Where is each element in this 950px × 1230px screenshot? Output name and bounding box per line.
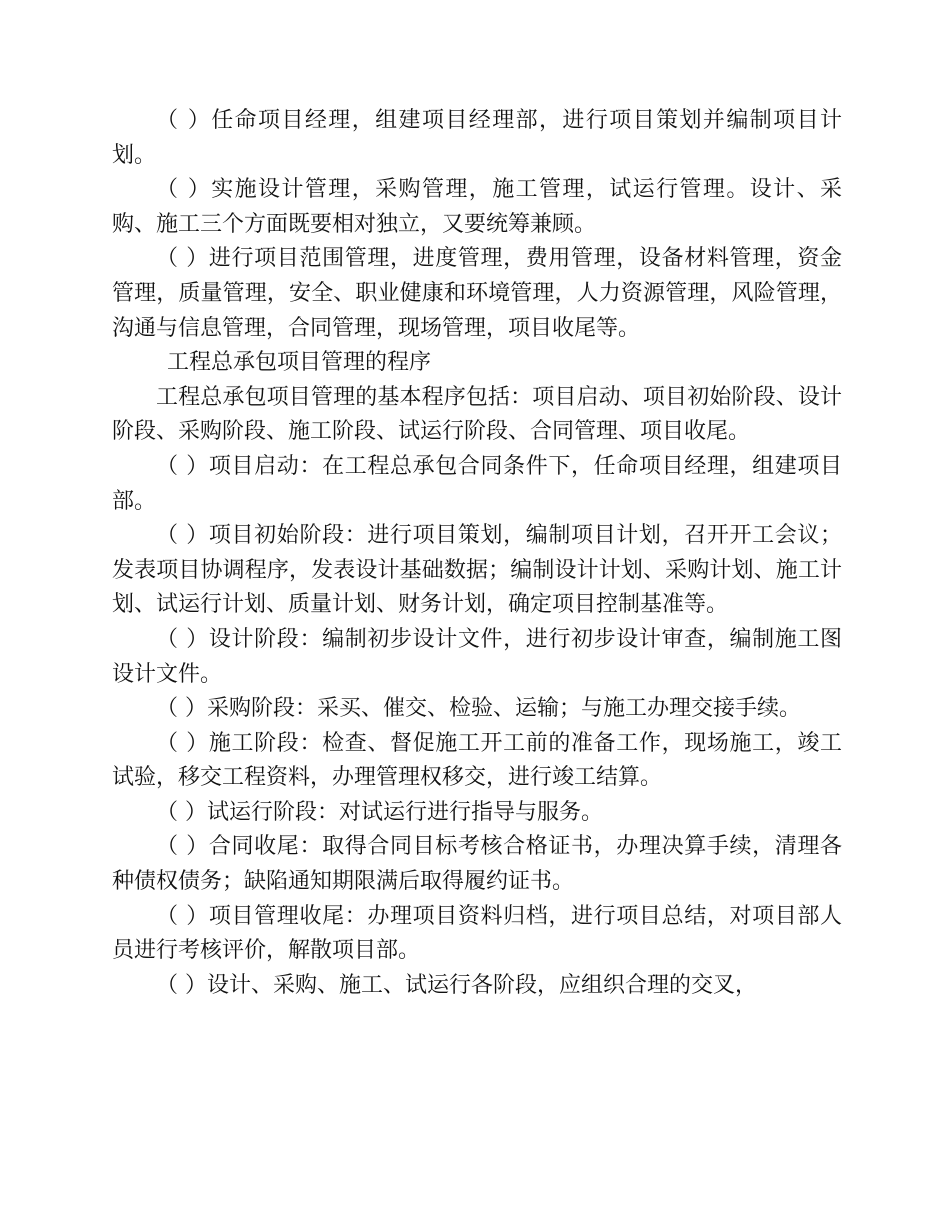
blank-marker: （ ） [156, 972, 207, 998]
step-text: 采购阶段：采买、催交、检验、运输；与施工办理交接手续。 [207, 696, 802, 722]
blank-marker: （ ） [156, 523, 209, 549]
blank-marker: （ ） [156, 903, 209, 929]
step-item [112, 450, 842, 519]
blank-marker: （ ） [156, 834, 209, 860]
blank-marker: （ ） [156, 730, 209, 756]
section-intro: 工程总承包项目管理的基本程序包括：项目启动、项目初始阶段、设计阶段、采购阶段、施工阶段、试运行阶段、合同管理、项目收尾。 [112, 384, 842, 445]
blank-marker: （ ） [156, 626, 209, 652]
blank-marker: （ ） [156, 108, 212, 133]
paragraph-2 [112, 173, 842, 242]
step-item [112, 623, 842, 692]
step-item [112, 796, 842, 831]
step-item [112, 519, 842, 623]
step-item [112, 727, 842, 796]
blank-marker: （ ） [156, 799, 207, 825]
blank-marker: （ ） [156, 246, 209, 272]
document-page [112, 104, 842, 1003]
paragraph-3 [112, 242, 842, 346]
paragraph-text: 实施设计管理，采购管理，施工管理，试运行管理。设计、采购、施工三个方面既要相对独立，又要统筹兼顾。 [112, 177, 842, 237]
section-heading: 工程总承包项目管理的程序 [167, 350, 432, 376]
step-text: 试运行阶段：对试运行进行指导与服务。 [207, 799, 604, 825]
paragraph-text: 任命项目经理，组建项目经理部，进行项目策划并编制项目计划。 [112, 108, 842, 168]
step-text: 施工阶段：检查、督促施工开工前的准备工作，现场施工，竣工试验，移交工程资料，办理管理权移交，进行竣工结算。 [112, 730, 842, 791]
step-text: 项目管理收尾：办理项目资料归档，进行项目总结，对项目部人员进行考核评价，解散项目部。 [112, 903, 842, 964]
blank-marker: （ ） [156, 696, 207, 722]
blank-marker: （ ） [156, 177, 212, 203]
step-text: 设计、采购、施工、试运行各阶段，应组织合理的交叉， [207, 972, 758, 998]
step-text: 项目启动：在工程总承包合同条件下，任命项目经理，组建项目部。 [112, 453, 842, 514]
paragraph-1 [112, 104, 842, 173]
step-item [112, 900, 842, 969]
step-item [112, 692, 842, 727]
paragraph-text: 进行项目范围管理，进度管理，费用管理，设备材料管理，资金管理，质量管理，安全、职业健康和环境管理，人力资源管理，风险管理，沟通与信息管理，合同管理，现场管理，项目收尾等。 [112, 246, 842, 341]
step-text: 设计阶段：编制初步设计文件，进行初步设计审查，编制施工图设计文件。 [112, 626, 842, 687]
step-text: 项目初始阶段：进行项目策划，编制项目计划，召开开工会议；发表项目协调程序，发表设计基础数据；编制设计计划、采购计划、施工计划、试运行计划、质量计划、财务计划，确定项目控制基准等。 [112, 523, 842, 618]
blank-marker: （ ） [156, 453, 209, 479]
step-item [112, 969, 842, 1004]
step-text: 合同收尾：取得合同目标考核合格证书，办理决算手续，清理各种债权债务；缺陷通知期限满后取得履约证书。 [112, 834, 842, 895]
step-item [112, 830, 842, 899]
